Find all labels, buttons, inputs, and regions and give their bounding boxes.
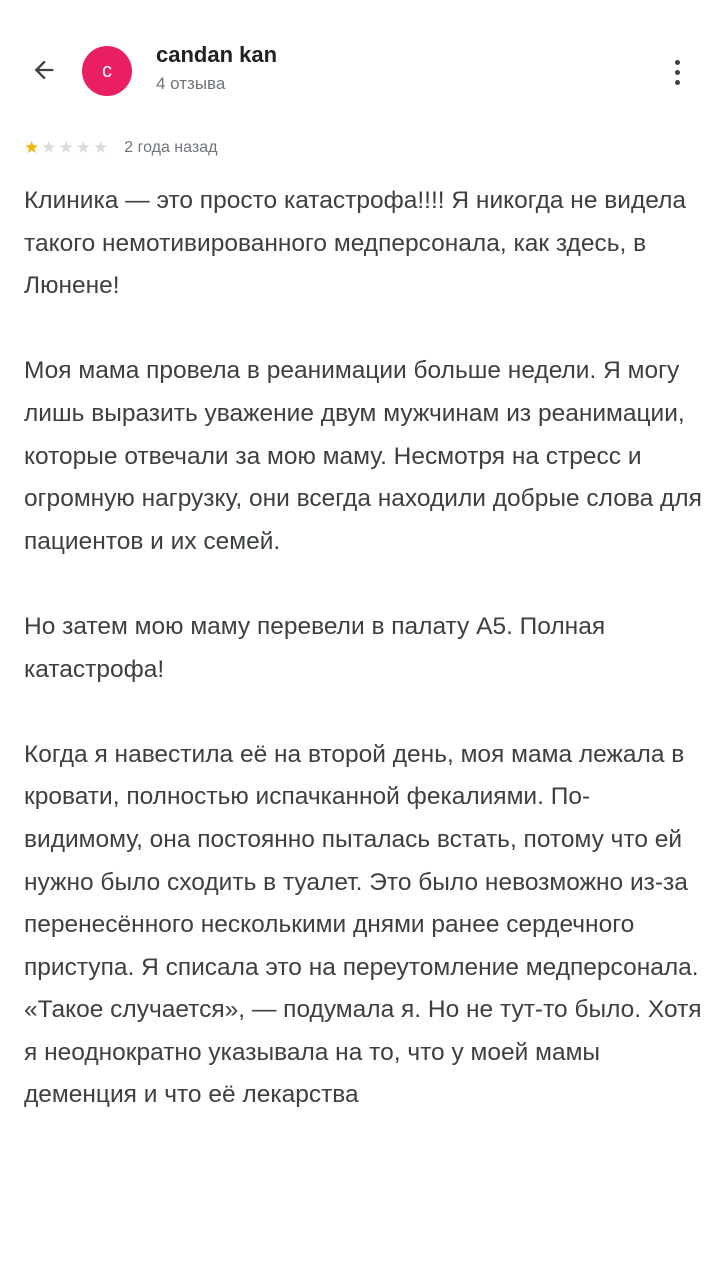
more-options-button[interactable] bbox=[662, 52, 692, 92]
star-icon: ★ bbox=[24, 137, 40, 158]
avatar-letter: c bbox=[102, 59, 112, 82]
star-icon: ★ bbox=[75, 137, 91, 158]
review-text bbox=[24, 180, 704, 1117]
review-paragraph: Но затем мою маму перевели в палату А5. Полная катастрофа! bbox=[24, 612, 606, 683]
review-date: 2 года назад bbox=[124, 139, 218, 156]
review-paragraph: Когда я навестила её на второй день, моя мама лежала в кровати, полностью испачканной фекалиями. По-видимому, она постоянно пыталась встать, потому что ей нужно было сходить в туалет. Это было невозможно из-за перенесённого несколькими днями ранее сердечного приступа. Я списала это на переутомление медперсонала. «Такое случается», — подумала я. Но не тут-то было. Хотя я неоднократно указывала на то, что у моей мамы деменция и что её лекарства bbox=[24, 740, 702, 1109]
rating-row bbox=[24, 136, 217, 160]
star-icon: ★ bbox=[93, 137, 109, 158]
star-icon: ★ bbox=[41, 137, 57, 158]
avatar[interactable] bbox=[82, 46, 132, 96]
review-paragraph: Клиника — это просто катастрофа!!!! Я никогда не видела такого немотивированного медперсонала, как здесь, в Люнене! bbox=[24, 187, 687, 300]
more-vertical-icon bbox=[675, 60, 680, 65]
review-header bbox=[0, 0, 720, 120]
reviewer-review-count: 4 отзыва bbox=[156, 74, 226, 93]
back-button[interactable] bbox=[24, 50, 64, 90]
reviewer-name[interactable]: candan kan bbox=[156, 42, 278, 67]
review-paragraph: Моя мама провела в реанимации больше недели. Я могу лишь выразить уважение двум мужчинам из реанимации, которые отвечали за мою маму. Несмотря на стресс и огромную нагрузку, они всегда находили добрые слова для пациентов и их семей. bbox=[24, 357, 702, 555]
star-icon: ★ bbox=[58, 137, 74, 158]
arrow-left-icon bbox=[30, 56, 58, 84]
star-rating bbox=[24, 137, 110, 158]
